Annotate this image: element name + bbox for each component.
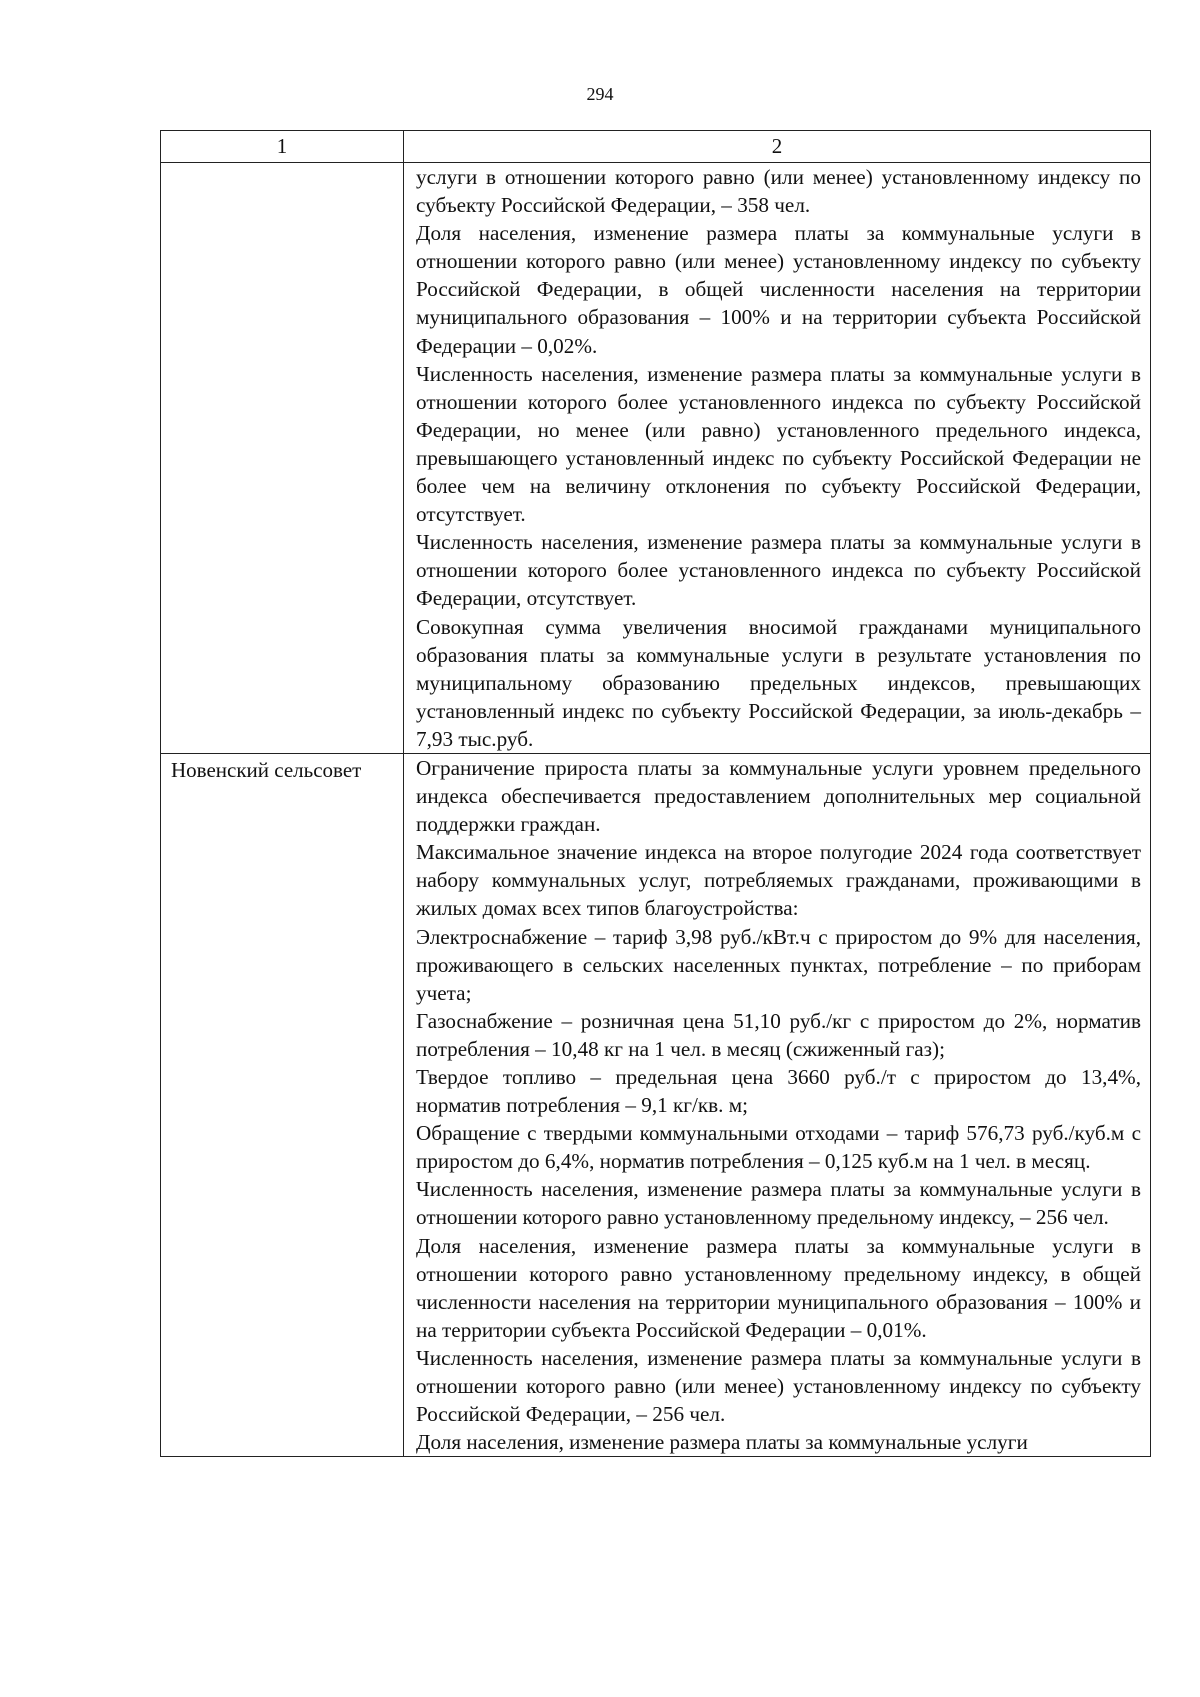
paragraph: Совокупная сумма увеличения вносимой гражданами муниципального образования платы за коммунальные услуги в результате установления по муниципальному образованию предельных индексов, превышающих установленный индекс по субъекту Российской Федерации, за июль-декабрь – 7,93 тыс.руб. [416,614,1141,751]
table-header-row [161,131,1151,163]
paragraph: Твердое топливо – предельная цена 3660 руб./т с приростом до 13,4%, норматив потребления – 9,1 кг/кв. м; [416,1065,1141,1118]
paragraph: Максимальное значение индекса на второе полугодие 2024 года соответствует набору коммунальных услуг, потребляемых гражданами, проживающими в жилых домах всех типов благоустройства: [416,840,1141,921]
document-table [160,130,1151,1457]
paragraph: Электроснабжение – тариф 3,98 руб./кВт.ч с приростом до 9% для населения, проживающего в сельских населенных пунктах, потребление – по приборам учета; [416,924,1141,1005]
paragraph: Численность населения, изменение размера платы за коммунальные услуги в отношении которого равно установленному предельному индексу, – 256 чел. [416,1177,1141,1230]
paragraph: Доля населения, изменение размера платы за коммунальные услуги в отношении которого равно установленному предельному индексу, в общей численности населения на территории муниципального образования – 100% и на территории субъекта Российской Федерации – 0,01%. [416,1233,1141,1342]
paragraph: Обращение с твердыми коммунальными отходами – тариф 576,73 руб./куб.м с приростом до 6,4%, норматив потребления – 0,125 куб.м на 1 чел. в месяц. [416,1121,1141,1174]
description-cell [404,753,1151,1456]
paragraph: Доля населения, изменение размера платы за коммунальные услуги в отношении которого равно (или менее) установленному индексу по субъекту Российской Федерации, в общей численности населения на территории муниципального образования – 100% и на территории субъекта Российской Федерации – 0,02%. [416,221,1141,358]
column-header-1: 1 [161,131,404,163]
paragraph: Ограничение прироста платы за коммунальные услуги уровнем предельного индекса обеспечивается предоставлением дополнительных мер социальной поддержки граждан. [416,755,1141,837]
municipality-name-cell [161,163,404,754]
paragraph: Численность населения, изменение размера платы за коммунальные услуги в отношении которого равно (или менее) установленному индексу по субъекту Российской Федерации, – 256 чел. [416,1345,1141,1427]
table-row [161,753,1151,1456]
column-header-2: 2 [404,131,1151,163]
municipality-name-cell: Новенский сельсовет [161,753,404,1456]
paragraph: Газоснабжение – розничная цена 51,10 руб./кг с приростом до 2%, норматив потребления – 10,48 кг на 1 чел. в месяц (сжиженный газ); [416,1008,1141,1061]
page-number: 294 [586,84,614,104]
paragraph: Численность населения, изменение размера платы за коммунальные услуги в отношении которого более установленного индекса по субъекту Российской Федерации, отсутствует. [416,530,1141,611]
paragraph: Численность населения, изменение размера платы за коммунальные услуги в отношении которого более установленного индекса по субъекту Российской Федерации, но менее (или равно) установленного предельного индекса, превышающего установленный индекс по субъекту Российской Федерации не более чем на величину отклонения по субъекту Российской Федерации, отсутствует. [416,361,1141,527]
paragraph: услуги в отношении которого равно (или менее) установленному индексу по субъекту Российской Федерации, – 358 чел. [416,165,1141,218]
description-cell [404,163,1151,754]
paragraph: Доля населения, изменение размера платы за коммунальные услуги [416,1430,1028,1455]
table-row [161,163,1151,754]
